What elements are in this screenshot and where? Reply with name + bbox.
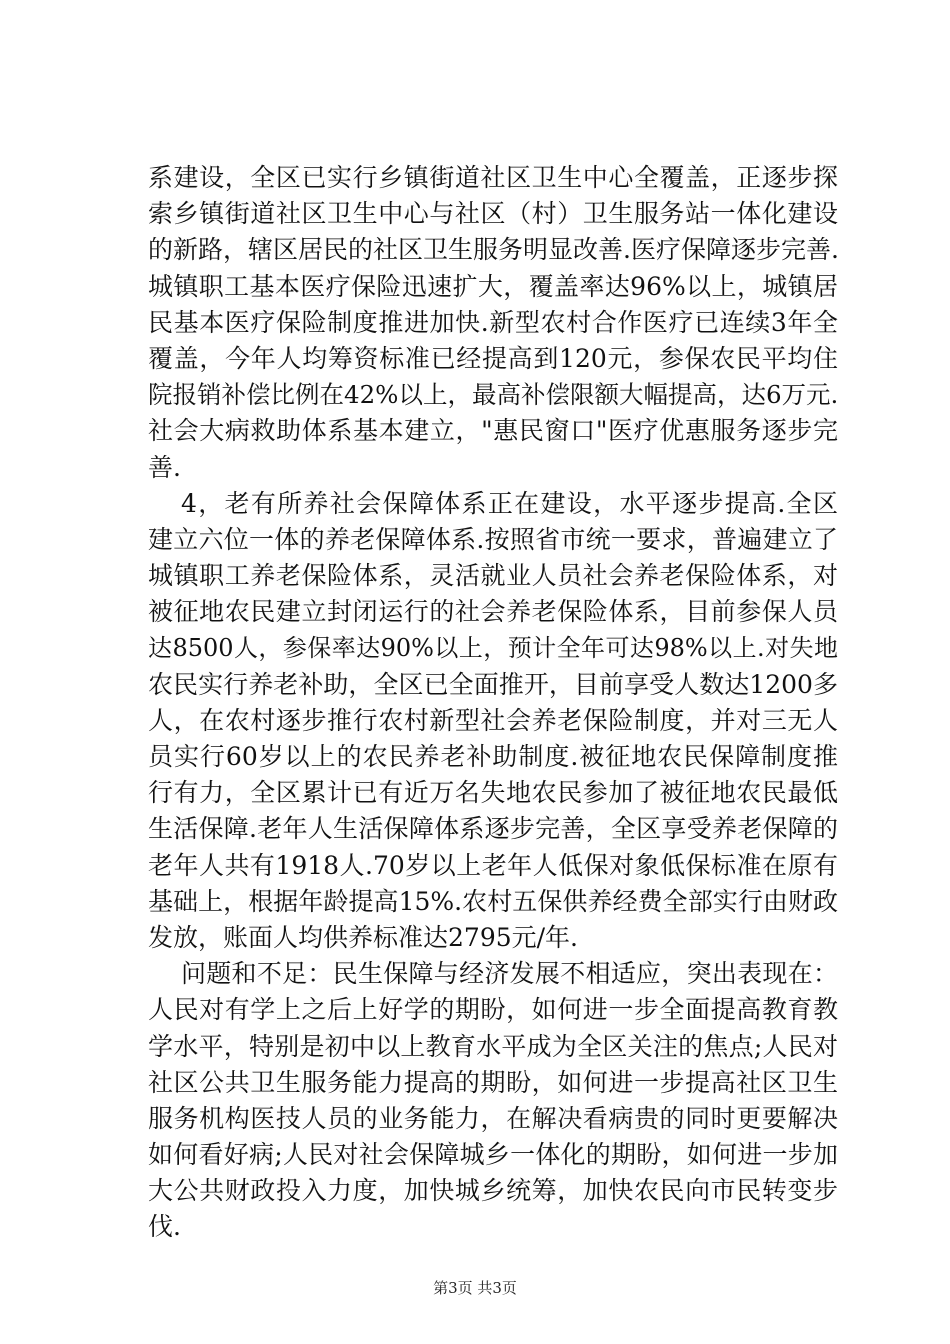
- text-line: 善.: [148, 452, 181, 482]
- text-line: 员实行60岁以上的农民养老补助制度.被征地农民保障制度推: [148, 742, 838, 771]
- page-footer: [0, 1278, 950, 1298]
- text-line: 生活保障.老年人生活保障体系逐步完善，全区享受养老保障的: [148, 814, 838, 844]
- text-line: 的新路，辖区居民的社区卫生服务明显改善.医疗保障逐步完善.: [148, 235, 839, 265]
- text-line: 4，老有所养社会保障体系正在建设，水平逐步提高.全区: [181, 488, 838, 518]
- text-line: 人，在农村逐步推行农村新型社会养老保险制度，并对三无人: [148, 705, 838, 735]
- text-line: 社区公共卫生服务能力提高的期盼，如何进一步提高社区卫生: [148, 1067, 838, 1097]
- text-line: 人民对有学上之后上好学的期盼，如何进一步全面提高教育教: [148, 995, 838, 1025]
- text-line: 城镇职工养老保险体系，灵活就业人员社会养老保险体系，对: [148, 561, 838, 591]
- text-line: 伐.: [148, 1212, 181, 1242]
- text-line: 问题和不足：民生保障与经济发展不相适应，突出表现在：: [181, 959, 838, 989]
- text-line: 如何看好病;人民对社会保障城乡一体化的期盼，如何进一步加: [148, 1140, 838, 1170]
- text-line: 覆盖，今年人均筹资标准已经提高到120元，参保农民平均住: [148, 343, 838, 373]
- text-line: 系建设，全区已实行乡镇街道社区卫生中心全覆盖，正逐步探: [148, 163, 838, 192]
- text-line: 城镇职工基本医疗保险迅速扩大，覆盖率达96%以上，城镇居: [148, 271, 838, 301]
- page-number-label: 第3页 共3页: [433, 1279, 517, 1297]
- text-line: 农民实行养老补助，全区已全面推开，目前享受人数达1200多: [148, 669, 838, 699]
- text-line: 服务机构医技人员的业务能力，在解决看病贵的同时更要解决: [148, 1103, 838, 1133]
- text-line: 老年人共有1918人.70岁以上老年人低保对象低保标准在原有: [148, 850, 838, 880]
- text-line: 院报销补偿比例在42%以上，最高补偿限额大幅提高，达6万元.: [148, 380, 839, 410]
- text-line: 发放，账面人均供养标准达2795元/年.: [148, 922, 578, 952]
- text-line: 学水平，特别是初中以上教育水平成为全区关注的焦点;人民对: [148, 1031, 838, 1061]
- text-line: 被征地农民建立封闭运行的社会养老保险体系，目前参保人员: [148, 597, 838, 627]
- text-line: 索乡镇街道社区卫生中心与社区（村）卫生服务站一体化建设: [148, 199, 838, 229]
- text-line: 行有力，全区累计已有近万名失地农民参加了被征地农民最低: [148, 778, 838, 808]
- text-line: 民基本医疗保险制度推进加快.新型农村合作医疗已连续3年全: [148, 307, 838, 337]
- text-line: 社会大病救助体系基本建立，"惠民窗口"医疗优惠服务逐步完: [148, 416, 838, 446]
- body-text: [148, 160, 838, 1246]
- text-line: 大公共财政投入力度，加快城乡统筹，加快农民向市民转变步: [148, 1176, 838, 1206]
- text-line: 建立六位一体的养老保障体系.按照省市统一要求，普遍建立了: [148, 524, 838, 554]
- text-line: 达8500人，参保率达90%以上，预计全年可达98%以上.对失地: [148, 634, 838, 663]
- text-line: 基础上，根据年龄提高15%.农村五保供养经费全部实行由财政: [148, 886, 838, 916]
